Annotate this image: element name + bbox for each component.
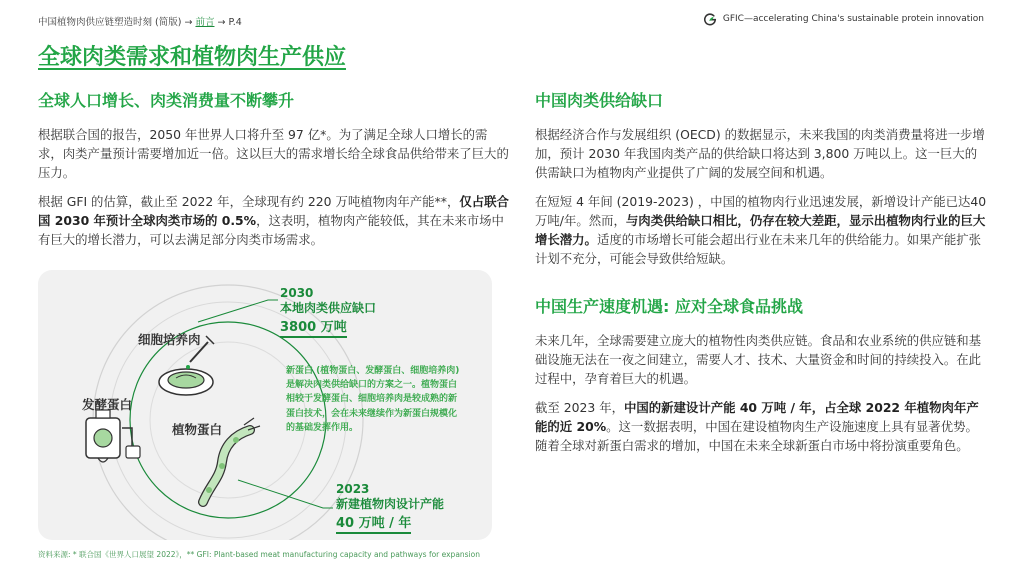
paragraph-population: 根据联合国的报告，2050 年世界人口将升至 97 亿*。为了满足全球人口增长的需求，肉类产量预计需要增加近一倍。这以巨大的需求增长给全球食品供给带来了巨大的压力。 [38,127,509,180]
paragraph-capacity-share [535,398,987,455]
breadcrumb-doc: 中国植物肉供应链塑造时刻 (简版) [38,17,182,28]
label-plant-protein: 植物蛋白 [172,422,223,437]
callout-value: 3800 万吨 [280,319,347,338]
section-heading-china-speed: 中国生产速度机遇: 应对全球食品挑战 [535,297,803,316]
callout-label: 本地肉类供应缺口 [280,301,377,315]
text-run: 截至 2023 年， [535,400,624,415]
callout-year: 2023 [336,482,370,496]
paragraph-gfi-estimate [38,192,510,249]
gfi-logo-icon [703,12,717,26]
left-column [38,88,510,259]
label-cultivated-meat: 细胞培养肉 [138,332,201,347]
page-header [0,0,1024,36]
breadcrumb-arrow: → [217,17,226,28]
breadcrumb-page: P.4 [228,17,242,28]
callout-new-capacity [336,482,444,534]
new-protein-note: 新蛋白 (植物蛋白、发酵蛋白、细胞培养肉) 是解决肉类供给缺口的方案之一。植物蛋白相较于发酵蛋白、细胞培养肉是较成熟的新蛋白技术，会在未来继续作为新蛋白规模化的基础发挥作用。 [286,366,460,433]
bold-text-run: 与肉类供给缺口相比，仍存在较大差距，显示出植物肉行业的巨大增长潜力。 [535,213,986,247]
breadcrumb-section-link[interactable]: 前言 [195,17,215,28]
paragraph-oecd: 根据经济合作与发展组织 (OECD) 的数据显示，未来我国的肉类消费量将进一步增加，预计 2030 年我国肉类产品的供给缺口将达到 3,800 万吨以上。这一巨大的供需缺口为植物肉产业提供了广阔的发展空间和机遇。 [535,127,985,180]
callout-year: 2030 [280,286,314,300]
text-run: 在短短 4 年间 (2019-2023) ，中国的植物肉行业迅速发展，新增设计产能已达40万吨/年。然而， [535,194,987,228]
section-heading-china-gap: 中国肉类供给缺口 [535,91,664,110]
breadcrumb [38,14,242,28]
text-run: 适度的市场增长可能会超出行业在未来几年的供给能力。如果产能扩张计划不充分，可能会导致供给短缺。 [535,232,982,266]
text-run: ，这表明，植物肉产能较低，其在未来市场中有巨大的增长潜力，可以去满足部分肉类市场需求。 [38,213,504,247]
text-run: 。这一数据表明，中国在建设植物肉生产设施速度上具有显著优势。随着全球对新蛋白需求的增加，中国在未来全球新蛋白市场中将扮演重要角色。 [535,419,978,453]
callout-label: 新建植物肉设计产能 [336,497,445,511]
text-run: 根据 GFI 的估算，截止至 2022 年，全球现有约 220 万吨植物肉年产能**， [38,194,460,209]
callout-value: 40 万吨 / 年 [336,515,411,534]
bold-text-run: 中国的新建设计产能 40 万吨 / 年，占全球 2022 年植物肉年产能的近 20% [535,400,979,434]
brand-text: GFIC—accelerating China's sustainable protein innovation [722,14,984,24]
brand [703,12,984,26]
breadcrumb-arrow: → [184,17,193,28]
label-fermentation-protein: 发酵蛋白 [82,397,133,412]
section-heading-population: 全球人口增长、肉类消费量不断攀升 [38,91,295,110]
callout-supply-gap [280,286,376,338]
infographic-panel [38,270,492,540]
paragraph-supply-chain: 未来几年，全球需要建立庞大的植物性肉类供应链。食品和农业系统的供应链和基础设施无法在一夜之间建立，需要人才、技术、大量资金和时间的持续投入。在此过程中，孕育着巨大的机遇。 [535,333,982,386]
right-column [535,88,987,465]
fermenter-icon [86,410,140,462]
source-footnote: 资料来源: * 联合国《世界人口展望 2022》，** GFI: Plant-based meat manufacturing capacity and pathways for expansion [38,550,481,559]
page-title: 全球肉类需求和植物肉生产供应 [38,45,347,70]
paragraph-industry-growth [535,192,987,268]
bold-text-run: 仅占联合国 2030 年预计全球肉类市场的 0.5% [38,194,509,228]
